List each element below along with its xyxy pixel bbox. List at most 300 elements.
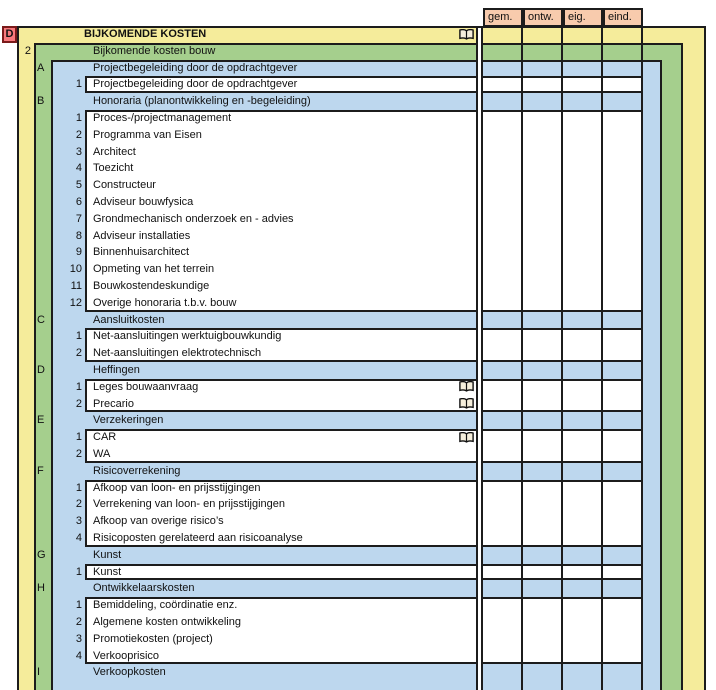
corner-cell-d[interactable] [2, 26, 17, 43]
cell-gem-row28[interactable] [485, 497, 521, 512]
cell-eig-row3[interactable] [565, 77, 601, 92]
row-label [93, 614, 241, 631]
item-number-text: 5 [75, 179, 82, 192]
cell-eind-row32[interactable] [605, 565, 641, 580]
book-icon[interactable] [459, 381, 474, 392]
cell-gem-row25[interactable] [485, 447, 521, 462]
cell-eind-row18[interactable] [605, 329, 641, 344]
cell-eig-row20[interactable] [565, 363, 601, 378]
item-number-text: 1 [75, 481, 82, 494]
item-number-text: 2 [75, 128, 82, 141]
row-number [56, 496, 82, 513]
cell-eind-row14[interactable] [605, 262, 641, 277]
cell-eig-row6[interactable] [565, 128, 601, 143]
item-label-text: Net-aansluitingen elektrotechnisch [93, 347, 262, 360]
cell-gem-row2[interactable] [485, 61, 521, 76]
cell-eig-row23[interactable] [565, 413, 601, 428]
column-header-label: eig. [568, 11, 586, 23]
cell-eig-row8[interactable] [565, 161, 601, 176]
row-label [93, 597, 237, 614]
row-number [56, 177, 82, 194]
cell-gem-row27[interactable] [485, 481, 521, 496]
book-icon[interactable] [459, 29, 474, 40]
cell-eind-row25[interactable] [605, 447, 641, 462]
cell-eind-row26[interactable] [605, 464, 641, 479]
cell-gem-row21[interactable] [485, 380, 521, 395]
cell-eig-row22[interactable] [565, 397, 601, 412]
category-label-text: Verzekeringen [93, 414, 164, 427]
cell-ontw-row14[interactable] [525, 262, 561, 277]
book-icon[interactable] [459, 432, 474, 443]
cell-eind-row22[interactable] [605, 397, 641, 412]
item-row-E1[interactable] [53, 429, 476, 446]
cell-eig-row15[interactable] [565, 279, 601, 294]
cell-gem-row18[interactable] [485, 329, 521, 344]
row-label [93, 480, 261, 497]
cell-ontw-row29[interactable] [525, 514, 561, 529]
item-label-text: Precario [93, 397, 134, 410]
cell-eind-row7[interactable] [605, 145, 641, 160]
cell-ontw-row34[interactable] [525, 598, 561, 613]
cell-eind-row15[interactable] [605, 279, 641, 294]
item-label-text: Promotiekosten (project) [93, 632, 213, 645]
row-label [93, 513, 224, 530]
item-number-text: 3 [75, 515, 82, 528]
row-number [56, 211, 82, 228]
item-label-text: Proces-/projectmanagement [93, 112, 232, 124]
page-title [84, 26, 206, 43]
category-label-text: Heffingen [93, 364, 140, 376]
cell-eind-row6[interactable] [605, 128, 641, 143]
row-number [56, 110, 82, 127]
row-label [93, 664, 166, 681]
item-number-text: 12 [69, 296, 82, 309]
row-number [56, 345, 82, 362]
cell-ontw-row1[interactable] [525, 44, 561, 59]
cell-eig-row12[interactable] [565, 229, 601, 244]
cell-gem-row8[interactable] [485, 161, 521, 176]
item-label-text: Net-aansluitingen werktuigbouwkundig [93, 330, 282, 343]
cell-eind-row1[interactable] [605, 44, 641, 59]
cell-eind-row37[interactable] [605, 649, 641, 664]
item-label-text: Adviseur bouwfysica [93, 196, 194, 208]
column-header-eig[interactable] [563, 8, 603, 27]
row-number [56, 160, 82, 177]
cell-eind-row5[interactable] [605, 111, 641, 126]
cell-eig-row11[interactable] [565, 212, 601, 227]
cell-eig-row37[interactable] [565, 649, 601, 664]
item-label-text: Overige honoraria t.b.v. bouw [93, 296, 237, 309]
book-icon[interactable] [459, 398, 474, 409]
grid-vline [521, 26, 523, 690]
row-label [93, 379, 198, 396]
cell-gem-row1[interactable] [485, 44, 521, 59]
cell-ontw-row16[interactable] [525, 296, 561, 311]
row-label [93, 564, 121, 581]
item-label-text: Opmeting van het terrein [93, 263, 215, 276]
cell-ontw-row28[interactable] [525, 497, 561, 512]
cell-eind-row16[interactable] [605, 296, 641, 311]
category-letter-text: A [37, 61, 45, 74]
cell-eig-row13[interactable] [565, 245, 601, 260]
item-label-text: Binnenhuisarchitect [93, 246, 190, 259]
cell-eind-row17[interactable] [605, 313, 641, 328]
row-label [93, 345, 261, 362]
row-label [93, 648, 159, 665]
cell-ontw-row30[interactable] [525, 531, 561, 546]
cell-ontw-row35[interactable] [525, 615, 561, 630]
cell-eig-row5[interactable] [565, 111, 601, 126]
cell-eig-row36[interactable] [565, 632, 601, 647]
cell-eind-row10[interactable] [605, 195, 641, 210]
row-label [93, 93, 311, 110]
cell-gem-row6[interactable] [485, 128, 521, 143]
item-label-text: Bouwkostendeskundige [93, 280, 210, 292]
item-label-text: Adviseur installaties [93, 229, 191, 242]
row-label [93, 496, 285, 513]
grid-vline [601, 26, 603, 690]
title-text: BIJKOMENDE KOSTEN [84, 28, 207, 40]
cell-ontw-row33[interactable] [525, 581, 561, 596]
cell-ontw-row7[interactable] [525, 145, 561, 160]
cell-eind-row21[interactable] [605, 380, 641, 395]
row-number [56, 396, 82, 413]
item-label-text: Programma van Eisen [93, 128, 202, 141]
row-number [56, 480, 82, 497]
column-header-label: gem. [488, 11, 513, 23]
cell-ontw-row9[interactable] [525, 178, 561, 193]
category-label-text: Honoraria (planontwikkeling en -begeleiding) [93, 95, 311, 108]
cell-gem-row33[interactable] [485, 581, 521, 596]
cell-eig-row32[interactable] [565, 565, 601, 580]
cell-eig-row25[interactable] [565, 447, 601, 462]
cell-eind-row24[interactable] [605, 430, 641, 445]
cell-eig-row4[interactable] [565, 94, 601, 109]
cell-gem-row20[interactable] [485, 363, 521, 378]
cell-eind-row2[interactable] [605, 61, 641, 76]
item-number-text: 1 [75, 565, 82, 578]
cell-gem-row36[interactable] [485, 632, 521, 647]
row-label [93, 446, 110, 463]
cell-ontw-row31[interactable] [525, 548, 561, 563]
row-label [93, 60, 297, 77]
row-letter [37, 412, 44, 429]
category-label-text: Kunst [93, 548, 122, 561]
cell-gem-row26[interactable] [485, 464, 521, 479]
row-number [56, 429, 82, 446]
row-label [93, 429, 116, 446]
category-letter-text: G [37, 548, 46, 561]
row-number [56, 379, 82, 396]
cell-ontw-row10[interactable] [525, 195, 561, 210]
row-number [56, 648, 82, 665]
cell-eind-row30[interactable] [605, 531, 641, 546]
cell-gem-row23[interactable] [485, 413, 521, 428]
cell-ontw-row13[interactable] [525, 245, 561, 260]
cell-ontw-row36[interactable] [525, 632, 561, 647]
row-label [93, 228, 190, 245]
row-number [56, 295, 82, 312]
cell-eig-row19[interactable] [565, 346, 601, 361]
item-number-text: 4 [75, 649, 82, 662]
cell-gem-row14[interactable] [485, 262, 521, 277]
cell-eig-row29[interactable] [565, 514, 601, 529]
cell-eind-row20[interactable] [605, 363, 641, 378]
row-label [93, 362, 140, 379]
item-number-text: 1 [75, 330, 82, 343]
row-label [93, 144, 136, 161]
row-number [56, 513, 82, 530]
row-letter [37, 463, 44, 480]
cell-gem-row10[interactable] [485, 195, 521, 210]
item-number-text: 1 [75, 78, 82, 91]
cell-ontw-row4[interactable] [525, 94, 561, 109]
category-label-text: Aansluitkosten [93, 313, 165, 326]
cell-ontw-row11[interactable] [525, 212, 561, 227]
cell-eig-row30[interactable] [565, 531, 601, 546]
cell-gem-row22[interactable] [485, 397, 521, 412]
row-number [56, 328, 82, 345]
cell-gem-row19[interactable] [485, 346, 521, 361]
cell-eig-row24[interactable] [565, 430, 601, 445]
cell-ontw-row0[interactable] [525, 27, 561, 42]
category-label-text: Verkoopkosten [93, 666, 166, 679]
row-label [93, 295, 236, 312]
item-label-text: Verkooprisico [93, 649, 160, 662]
row-number [56, 261, 82, 278]
cell-gem-row31[interactable] [485, 548, 521, 563]
row-label [93, 160, 133, 177]
cell-eind-row11[interactable] [605, 212, 641, 227]
cell-eind-row33[interactable] [605, 581, 641, 596]
cell-gem-row34[interactable] [485, 598, 521, 613]
cell-eig-row34[interactable] [565, 598, 601, 613]
cell-eind-row35[interactable] [605, 615, 641, 630]
cell-ontw-row38[interactable] [525, 665, 561, 680]
cell-ontw-row5[interactable] [525, 111, 561, 126]
cell-gem-row5[interactable] [485, 111, 521, 126]
row-label [93, 631, 213, 648]
row-label [93, 43, 215, 60]
item-number-text: 2 [75, 347, 82, 360]
cell-eig-row10[interactable] [565, 195, 601, 210]
cell-eig-row7[interactable] [565, 145, 601, 160]
cell-eig-row0[interactable] [565, 27, 601, 42]
cell-ontw-row17[interactable] [525, 313, 561, 328]
cell-gem-row30[interactable] [485, 531, 521, 546]
cell-eind-row0[interactable] [605, 27, 641, 42]
row-number [10, 43, 31, 60]
cell-eig-row26[interactable] [565, 464, 601, 479]
column-header-label: eind. [608, 11, 632, 23]
row-number [56, 76, 82, 93]
row-letter [37, 93, 44, 110]
row-label [93, 127, 202, 144]
cell-gem-row16[interactable] [485, 296, 521, 311]
category-letter-text: I [37, 666, 41, 679]
cell-gem-row29[interactable] [485, 514, 521, 529]
item-label-text: Verrekening van loon- en prijsstijgingen [93, 498, 286, 511]
cell-ontw-row6[interactable] [525, 128, 561, 143]
cell-eig-row1[interactable] [565, 44, 601, 59]
grid-vline [476, 26, 478, 690]
cell-ontw-row19[interactable] [525, 346, 561, 361]
grid-vline [481, 26, 483, 690]
item-label-text: Algemene kosten ontwikkeling [93, 616, 241, 628]
item-row-E2[interactable] [53, 446, 476, 463]
row-label [93, 211, 294, 228]
row-number [56, 446, 82, 463]
item-label-text: Constructeur [93, 179, 156, 192]
category-letter-text: B [37, 95, 45, 108]
item-number-text: 1 [75, 599, 82, 612]
cell-ontw-row26[interactable] [525, 464, 561, 479]
cell-ontw-row24[interactable] [525, 430, 561, 445]
item-number-text: 2 [75, 448, 82, 460]
row-label [93, 312, 165, 329]
category-letter-text: H [37, 582, 45, 595]
grid-vline [641, 26, 643, 690]
row-number [56, 194, 82, 211]
cell-gem-row0[interactable] [485, 27, 521, 42]
cell-gem-row24[interactable] [485, 430, 521, 445]
cell-eind-row29[interactable] [605, 514, 641, 529]
category-letter-text: D [37, 364, 45, 376]
row-label [93, 244, 189, 261]
cell-gem-row12[interactable] [485, 229, 521, 244]
cell-eig-row33[interactable] [565, 581, 601, 596]
cell-eind-row28[interactable] [605, 497, 641, 512]
cell-ontw-row18[interactable] [525, 329, 561, 344]
cell-gem-row13[interactable] [485, 245, 521, 260]
cell-ontw-row12[interactable] [525, 229, 561, 244]
grid-vline [561, 26, 563, 690]
item-number-text: 3 [75, 632, 82, 645]
cell-eig-row28[interactable] [565, 497, 601, 512]
cell-ontw-row32[interactable] [525, 565, 561, 580]
cell-eind-row36[interactable] [605, 632, 641, 647]
cell-gem-row17[interactable] [485, 313, 521, 328]
item-label-text: CAR [93, 431, 117, 444]
cell-eig-row21[interactable] [565, 380, 601, 395]
cell-eind-row9[interactable] [605, 178, 641, 193]
row-number [56, 631, 82, 648]
cell-ontw-row25[interactable] [525, 447, 561, 462]
cell-eind-row23[interactable] [605, 413, 641, 428]
cell-gem-row37[interactable] [485, 649, 521, 664]
row-number [56, 144, 82, 161]
section-number-text: 2 [24, 44, 31, 57]
row-letter [37, 547, 46, 564]
category-label-text: Risicoverrekening [93, 464, 181, 477]
cell-ontw-row8[interactable] [525, 161, 561, 176]
cell-ontw-row22[interactable] [525, 397, 561, 412]
column-header-gem[interactable] [483, 8, 523, 27]
row-label [93, 580, 195, 597]
cell-eig-row14[interactable] [565, 262, 601, 277]
cell-eind-row31[interactable] [605, 548, 641, 563]
category-label-text: Projectbegeleiding door de opdrachtgever [93, 61, 298, 74]
row-label [93, 396, 134, 413]
row-letter [37, 362, 45, 379]
cell-ontw-row20[interactable] [525, 363, 561, 378]
cell-eind-row34[interactable] [605, 598, 641, 613]
cell-eig-row9[interactable] [565, 178, 601, 193]
item-label-text: Projectbegeleiding door de opdrachtgever [93, 78, 298, 91]
item-label-text: Architect [93, 145, 136, 158]
row-label [93, 194, 193, 211]
cell-gem-row11[interactable] [485, 212, 521, 227]
item-number-text: 6 [75, 196, 82, 208]
row-label [93, 261, 214, 278]
cell-eig-row16[interactable] [565, 296, 601, 311]
category-letter-text: C [37, 313, 45, 326]
cell-gem-row15[interactable] [485, 279, 521, 294]
cell-eind-row38[interactable] [605, 665, 641, 680]
column-header-ontw[interactable] [523, 8, 563, 27]
row-number [56, 244, 82, 261]
cell-ontw-row2[interactable] [525, 61, 561, 76]
cell-eind-row4[interactable] [605, 94, 641, 109]
cell-eig-row2[interactable] [565, 61, 601, 76]
cell-ontw-row15[interactable] [525, 279, 561, 294]
row-number [56, 614, 82, 631]
cell-gem-row35[interactable] [485, 615, 521, 630]
column-header-label: ontw. [528, 11, 554, 23]
cell-ontw-row3[interactable] [525, 77, 561, 92]
cell-eind-row8[interactable] [605, 161, 641, 176]
cell-eig-row38[interactable] [565, 665, 601, 680]
item-label-text: Bemiddeling, coördinatie enz. [93, 599, 238, 612]
item-number-text: 1 [75, 380, 82, 393]
item-label-text: Grondmechanisch onderzoek en - advies [93, 212, 294, 225]
cell-gem-row9[interactable] [485, 178, 521, 193]
cell-eind-row13[interactable] [605, 245, 641, 260]
cell-gem-row32[interactable] [485, 565, 521, 580]
cell-gem-row7[interactable] [485, 145, 521, 160]
row-letter [37, 312, 45, 329]
cell-ontw-row21[interactable] [525, 380, 561, 395]
cell-eig-row35[interactable] [565, 615, 601, 630]
cell-eig-row17[interactable] [565, 313, 601, 328]
cell-gem-row3[interactable] [485, 77, 521, 92]
row-letter [37, 60, 44, 77]
row-number [56, 564, 82, 581]
cell-eig-row31[interactable] [565, 548, 601, 563]
row-label [93, 328, 281, 345]
item-number-text: 1 [75, 431, 82, 444]
cell-gem-row4[interactable] [485, 94, 521, 109]
cell-eig-row27[interactable] [565, 481, 601, 496]
item-label-text: Afkoop van overige risico’s [93, 515, 224, 528]
cell-gem-row38[interactable] [485, 665, 521, 680]
cell-eind-row12[interactable] [605, 229, 641, 244]
cell-eind-row19[interactable] [605, 346, 641, 361]
item-number-text: 7 [75, 212, 82, 225]
item-number-text: 2 [75, 397, 82, 410]
cell-ontw-row23[interactable] [525, 413, 561, 428]
column-header-eind[interactable] [603, 8, 643, 27]
cell-eind-row27[interactable] [605, 481, 641, 496]
cell-eig-row18[interactable] [565, 329, 601, 344]
item-label-text: Leges bouwaanvraag [93, 380, 199, 393]
cell-eind-row3[interactable] [605, 77, 641, 92]
item-label-text: Toezicht [93, 162, 134, 175]
cell-ontw-row27[interactable] [525, 481, 561, 496]
item-number-text: 4 [75, 532, 82, 544]
category-letter-text: F [37, 464, 44, 477]
cell-ontw-row37[interactable] [525, 649, 561, 664]
